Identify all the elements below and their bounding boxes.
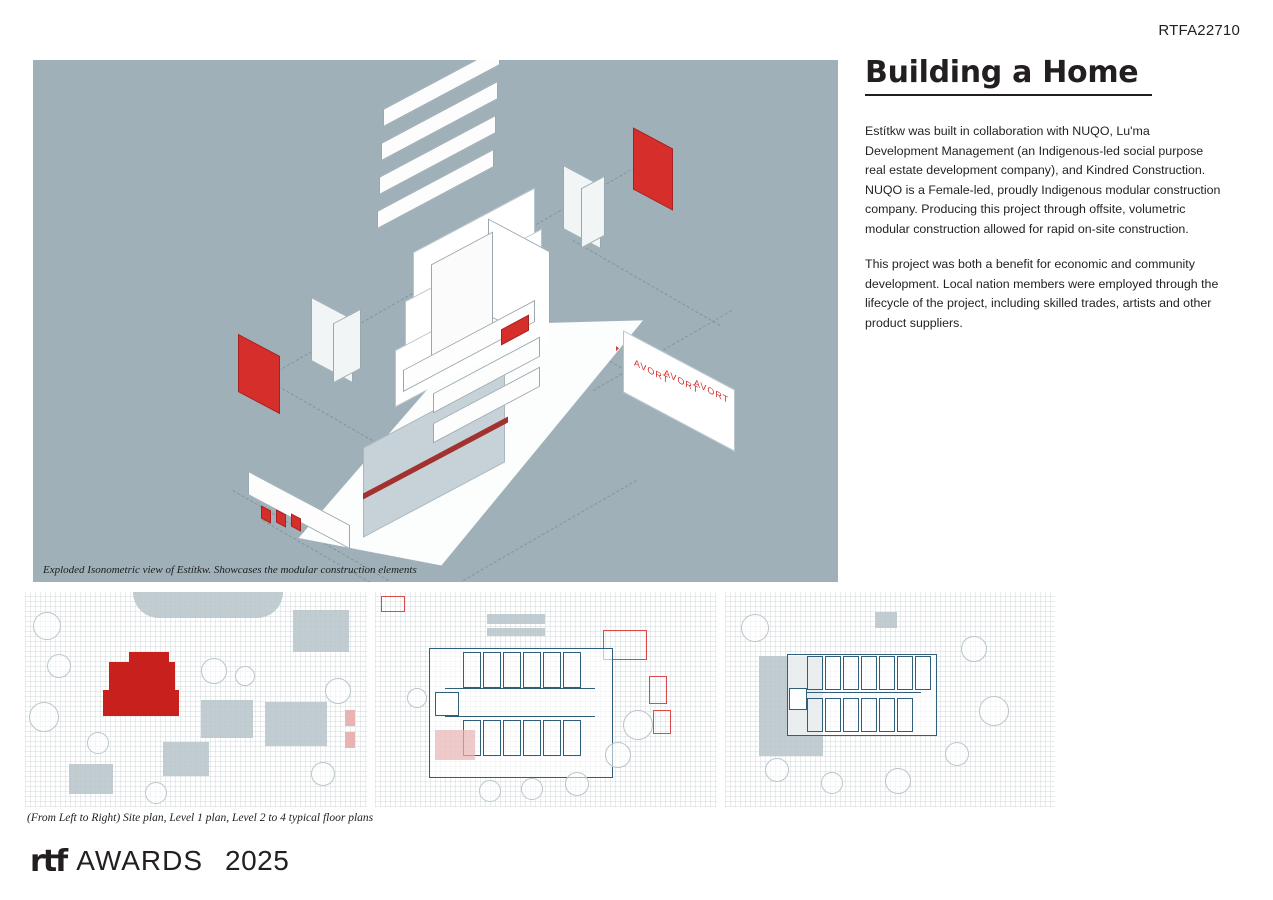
red-facade-panel (633, 127, 673, 210)
tree-symbol (479, 780, 501, 802)
awards-year: 2025 (225, 845, 290, 876)
unit-module (543, 652, 561, 688)
service-core-block (581, 176, 605, 249)
reference-code: RTFA22710 (1158, 22, 1240, 39)
adjacent-structure (487, 628, 545, 636)
tree-symbol (979, 696, 1009, 726)
context-building-outline (653, 710, 671, 734)
tree-symbol (885, 768, 911, 794)
unit-module (483, 652, 501, 688)
unit-module (897, 656, 913, 690)
tree-symbol (235, 666, 255, 686)
context-building-outline (649, 676, 667, 704)
signage-label: AVORT (634, 357, 670, 386)
tree-symbol (821, 772, 843, 794)
tree-symbol (521, 778, 543, 800)
vehicle-symbol (345, 732, 355, 748)
tree-symbol (605, 742, 631, 768)
level-1-plan-image (375, 592, 717, 807)
unit-module (503, 652, 521, 688)
unit-module (807, 656, 823, 690)
hero-caption: Exploded Isonometric view of Estítkw. Showcases the modular construction elements (43, 564, 417, 576)
tree-symbol (565, 772, 589, 796)
guide-line (573, 240, 721, 326)
unit-module (843, 656, 859, 690)
tree-symbol (201, 658, 227, 684)
corridor-line (445, 688, 595, 689)
unit-module (879, 698, 895, 732)
plan-drawings-row (25, 592, 1055, 807)
unit-module (915, 656, 931, 690)
unit-module (523, 652, 541, 688)
annotation-block (435, 730, 475, 760)
corridor-line (801, 692, 921, 693)
core-stair (789, 688, 807, 710)
exterior-wall-panel (333, 309, 361, 384)
water-body (133, 592, 283, 618)
site-plan-image (25, 592, 367, 807)
signage-band (623, 330, 735, 452)
tree-symbol (765, 758, 789, 782)
core-stair (435, 692, 459, 716)
signage-label: AVORT (664, 367, 700, 396)
unit-module (861, 698, 877, 732)
building-footprint (293, 610, 349, 652)
tree-symbol (961, 636, 987, 662)
adjacent-structure (487, 614, 545, 624)
signage-label: AVORT (694, 376, 730, 406)
unit-module (897, 698, 913, 732)
exploded-isometric-image (33, 60, 838, 582)
article-paragraph-1: Estítkw was built in collaboration with NUQO, Lu'ma Development Management (an Indigenous-led social purpose real estate development company), and Kindred Construction. NUQO is a Female-led, proudly Indigenous modular construction company. Producing this project through offsite, volumetric modular construction allowed for rapid on-site construction. (865, 124, 1221, 236)
tree-symbol (325, 678, 351, 704)
unit-module (543, 720, 561, 756)
unit-module (825, 698, 841, 732)
context-building-outline (381, 596, 405, 612)
tree-symbol (145, 782, 167, 804)
article-column (865, 55, 1235, 349)
unit-module (503, 720, 521, 756)
tree-symbol (33, 612, 61, 640)
tree-symbol (47, 654, 71, 678)
corridor-line (445, 716, 595, 717)
building-footprint (69, 764, 113, 794)
project-site-highlight (129, 652, 169, 672)
red-facade-panel (238, 334, 280, 414)
unit-module (523, 720, 541, 756)
project-site-highlight (103, 690, 179, 716)
tree-symbol (87, 732, 109, 754)
unit-module (861, 656, 877, 690)
building-footprint (163, 742, 209, 776)
page-title: Building a Home (865, 55, 1152, 96)
tree-symbol (741, 614, 769, 642)
tree-symbol (407, 688, 427, 708)
tree-symbol (623, 710, 653, 740)
unit-module (879, 656, 895, 690)
building-footprint (201, 700, 253, 738)
unit-module (807, 698, 823, 732)
adjacent-structure (875, 612, 897, 628)
unit-module (483, 720, 501, 756)
unit-module (825, 656, 841, 690)
unit-module (843, 698, 859, 732)
vehicle-symbol (345, 710, 355, 726)
tree-symbol (311, 762, 335, 786)
unit-module (463, 652, 481, 688)
unit-module (563, 720, 581, 756)
article-paragraph-2: This project was both a benefit for economic and community development. Local nation members were employed through the lifecycle of the project, including skilled trades, artists and other product suppliers. (865, 257, 1219, 330)
awards-label: AWARDS (76, 845, 204, 876)
tree-symbol (29, 702, 59, 732)
unit-module (563, 652, 581, 688)
rtf-logo-mark: rtf (30, 844, 67, 879)
tree-symbol (945, 742, 969, 766)
plans-caption: (From Left to Right) Site plan, Level 1 plan, Level 2 to 4 typical floor plans (27, 812, 374, 824)
footer-logo (30, 844, 290, 879)
typical-floor-plan-image (725, 592, 1055, 807)
building-footprint (265, 702, 327, 746)
